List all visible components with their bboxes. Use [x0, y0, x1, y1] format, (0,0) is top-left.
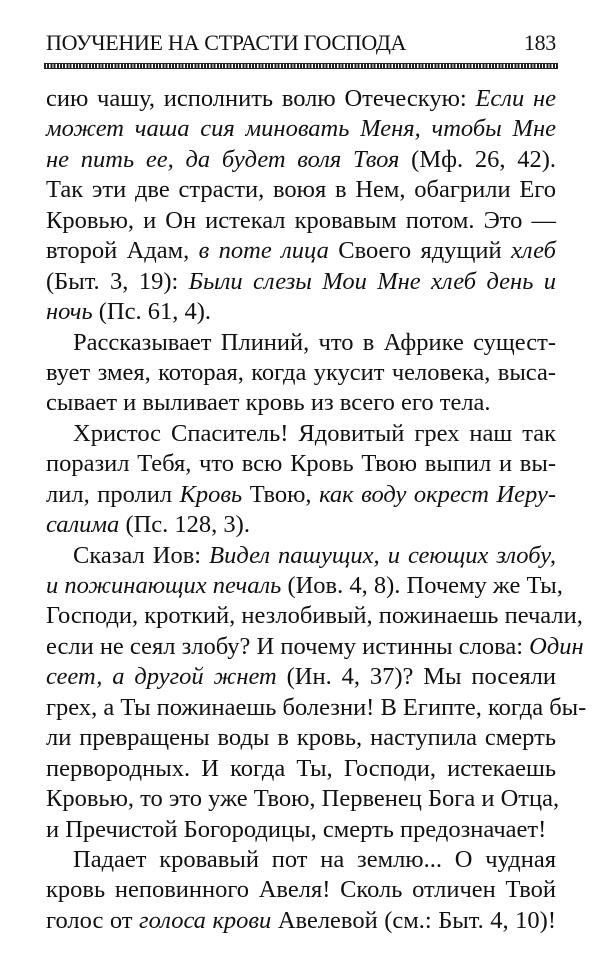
text-line	[46, 510, 556, 540]
text-line	[46, 815, 556, 845]
text-line	[46, 693, 587, 723]
text-line	[46, 388, 556, 418]
text-line	[46, 145, 556, 175]
body-text: сию чашу, исполнить волю Отеческую:	[46, 85, 476, 112]
page-body-text	[46, 84, 587, 936]
italic-quote-text: Один	[529, 632, 584, 660]
italic-quote-text: как воду окрест Иеру-	[319, 480, 557, 508]
body-text: (Пс. 61, 4).	[92, 298, 211, 326]
italic-quote-text: не пить ее, да будет воля Твоя	[46, 145, 400, 173]
chapter-title: ПОУЧЕНИЕ НА СТРАСТИ ГОСПОДА	[46, 30, 407, 55]
body-text: (Быт. 3, 19):	[46, 267, 189, 295]
body-text: и Пречистой Богородицы, смерть предозначает!	[46, 815, 547, 843]
text-line	[46, 480, 556, 510]
text-line	[46, 114, 556, 144]
body-text: Так эти две страсти, воюя в Нем, обагрили Его	[46, 176, 556, 204]
body-text: Кровью, то это уже Твою, Первенец Бога и Отца,	[46, 785, 560, 813]
italic-quote-text: Были слезы Мои Мне хлеб день и	[188, 267, 556, 295]
body-text: если не сеял злобу? И почему истинны слова:	[46, 632, 530, 660]
text-line	[46, 845, 556, 875]
body-text: кровь неповинного Авеля! Сколь отличен Твой	[46, 876, 556, 904]
text-line	[46, 267, 556, 297]
italic-quote-text: салима	[46, 511, 120, 539]
body-text: Рассказывает Плиний, что в Африке сущест-	[73, 328, 556, 356]
italic-quote-text: ночь	[46, 298, 93, 326]
text-line	[46, 601, 583, 631]
body-text: первородных. И когда Ты, Господи, истекаешь	[46, 754, 556, 782]
text-line	[46, 571, 563, 601]
text-line	[46, 236, 556, 266]
text-line	[46, 632, 584, 662]
italic-quote-text: сеет, а другой жнет	[46, 663, 277, 691]
italic-quote-text: хлеб	[510, 237, 556, 265]
text-line	[46, 419, 556, 449]
text-line	[46, 206, 556, 236]
italic-quote-text: голоса крови	[139, 906, 272, 934]
italic-quote-text: Если не	[475, 85, 556, 112]
body-text: Христос Спаситель! Ядовитый грех наш так	[73, 419, 556, 447]
text-line	[46, 175, 556, 205]
body-text: Сказал Иов:	[73, 541, 210, 569]
text-line	[46, 297, 556, 327]
text-line	[46, 875, 556, 905]
body-text: Господи, кроткий, незлобивый, пожинаешь печали,	[46, 602, 583, 630]
text-line	[46, 358, 556, 388]
body-text: поразил Тебя, что всю Кровь Твою выпил и вы-	[46, 450, 556, 478]
text-line	[46, 754, 556, 784]
italic-quote-text: в поте лица	[198, 237, 329, 265]
text-line	[46, 723, 556, 753]
body-text: вует змея, которая, когда укусит человека, выса-	[46, 358, 556, 386]
body-text: лил, пролил	[46, 480, 180, 508]
body-text: Авелевой (см.: Быт. 4, 10)!	[271, 906, 556, 934]
text-line	[46, 328, 556, 358]
body-text: Кровью, и Он истекал кровавым потом. Это —	[46, 206, 556, 234]
italic-quote-text: может чаша сия миновать Меня, чтобы Мне	[46, 115, 556, 143]
text-line	[46, 84, 556, 114]
text-line	[46, 784, 560, 814]
running-header	[46, 24, 556, 56]
text-line	[46, 541, 556, 571]
italic-quote-text: и пожинающих печаль	[46, 572, 282, 599]
text-line	[46, 449, 556, 479]
body-text: грех, а Ты пожинаешь болезни! В Египте, когда бы-	[46, 693, 587, 721]
header-ornamental-rule	[44, 63, 558, 69]
body-text: сывает и выливает кровь из всего его тела.	[46, 389, 491, 417]
text-line	[46, 662, 556, 692]
text-line	[46, 906, 556, 936]
body-text: (Ин. 4, 37)? Мы посеяли	[276, 663, 556, 691]
body-text: второй Адам,	[46, 237, 199, 265]
body-text: голос от	[46, 906, 140, 934]
body-text: Твою,	[242, 480, 320, 508]
body-text: Своего ядущий	[328, 237, 511, 265]
page-number: 183	[523, 30, 556, 55]
body-text: (Пс. 128, 3).	[119, 511, 250, 539]
italic-quote-text: Кровь	[179, 480, 243, 508]
body-text: Падает кровавый пот на землю... О чудная	[73, 845, 556, 873]
body-text: (Иов. 4, 8). Почему же Ты,	[281, 572, 563, 599]
body-text: ли превращены воды в кровь, наступила смерть	[46, 724, 556, 752]
italic-quote-text: Видел пашущих, и сеющих злобу,	[209, 541, 557, 569]
body-text: (Мф. 26, 42).	[399, 145, 556, 173]
